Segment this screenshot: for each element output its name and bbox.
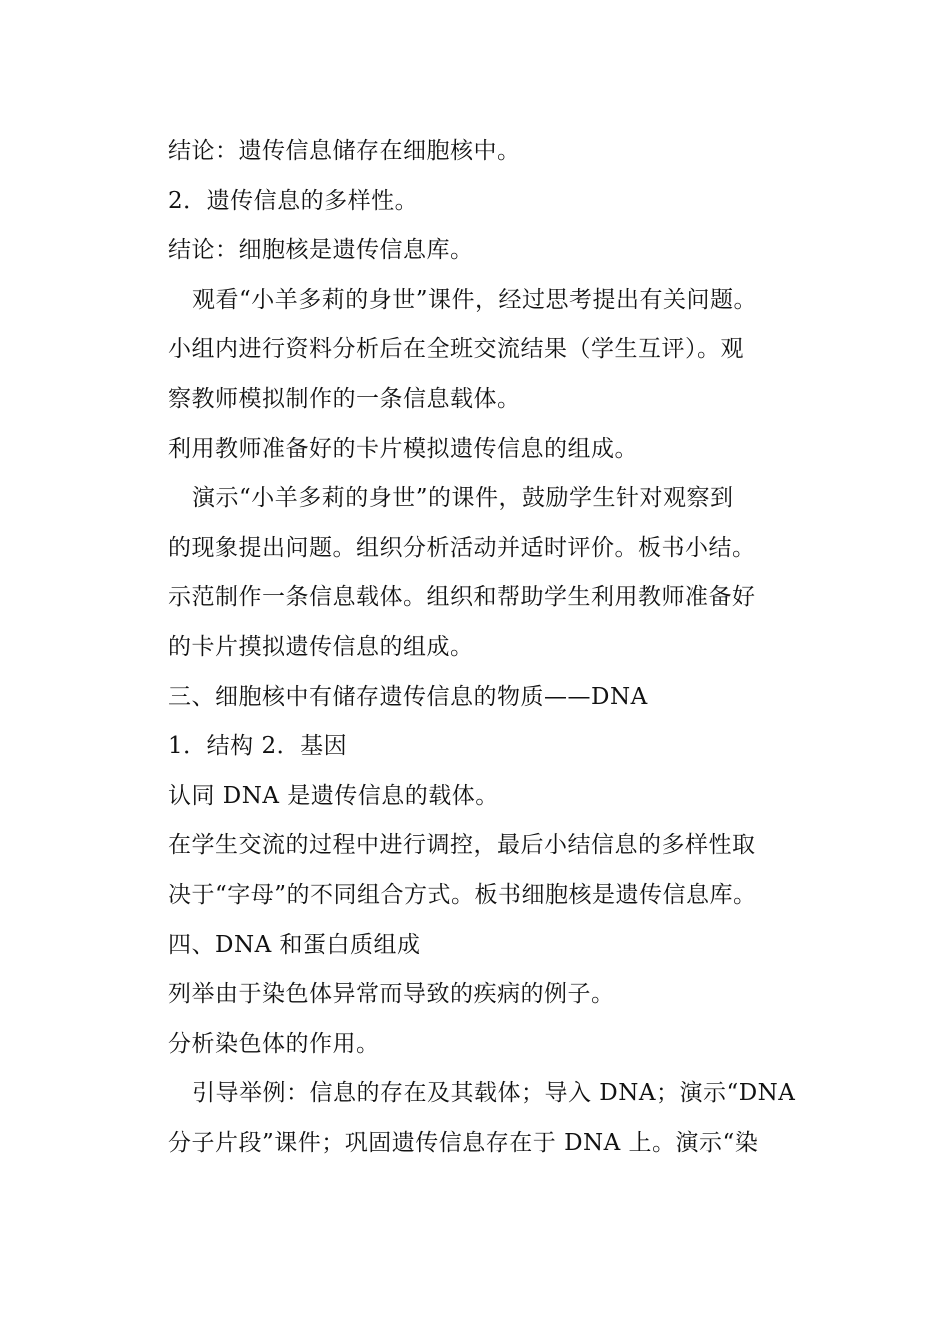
text-line: 利用教师准备好的卡片模拟遗传信息的组成。: [168, 435, 638, 462]
section-heading: 四、DNA 和蛋白质组成: [168, 931, 421, 958]
document-body: [168, 127, 796, 1168]
text-line: 小组内进行资料分析后在全班交流结果（学生互评）。观: [168, 336, 744, 363]
text-line: 结论：细胞核是遗传信息库。: [168, 237, 474, 264]
section-heading: 三、细胞核中有储存遗传信息的物质——DNA: [168, 683, 648, 710]
text-line: 在学生交流的过程中进行调控，最后小结信息的多样性取: [168, 832, 756, 859]
text-line: 结论：遗传信息储存在细胞核中。: [168, 138, 521, 164]
text-line: 分子片段”课件；巩固遗传信息存在于 DNA 上。演示“染: [168, 1129, 759, 1156]
text-line: 认同 DNA 是遗传信息的载体。: [168, 782, 499, 809]
text-line: 列举由于染色体异常而导致的疾病的例子。: [168, 981, 615, 1008]
text-line: 观看“小羊多莉的身世”课件，经过思考提出有关问题。: [192, 286, 758, 313]
text-line: 分析染色体的作用。: [168, 1030, 380, 1057]
text-line: 的现象提出问题。组织分析活动并适时评价。板书小结。: [168, 534, 756, 561]
text-line: 引导举例：信息的存在及其载体；导入 DNA；演示“DNA: [192, 1080, 796, 1107]
text-line: 演示“小羊多莉的身世”的课件，鼓励学生针对观察到: [192, 485, 734, 512]
text-line: 示范制作一条信息载体。组织和帮助学生利用教师准备好: [168, 584, 756, 611]
text-line: 1．结构 2．基因: [168, 733, 348, 760]
text-line: 的卡片摸拟遗传信息的组成。: [168, 633, 474, 660]
text-line: 察教师模拟制作的一条信息载体。: [168, 385, 521, 412]
text-line: 2．遗传信息的多样性。: [168, 187, 419, 214]
text-line: 决于“字母”的不同组合方式。板书细胞核是遗传信息库。: [168, 881, 757, 908]
